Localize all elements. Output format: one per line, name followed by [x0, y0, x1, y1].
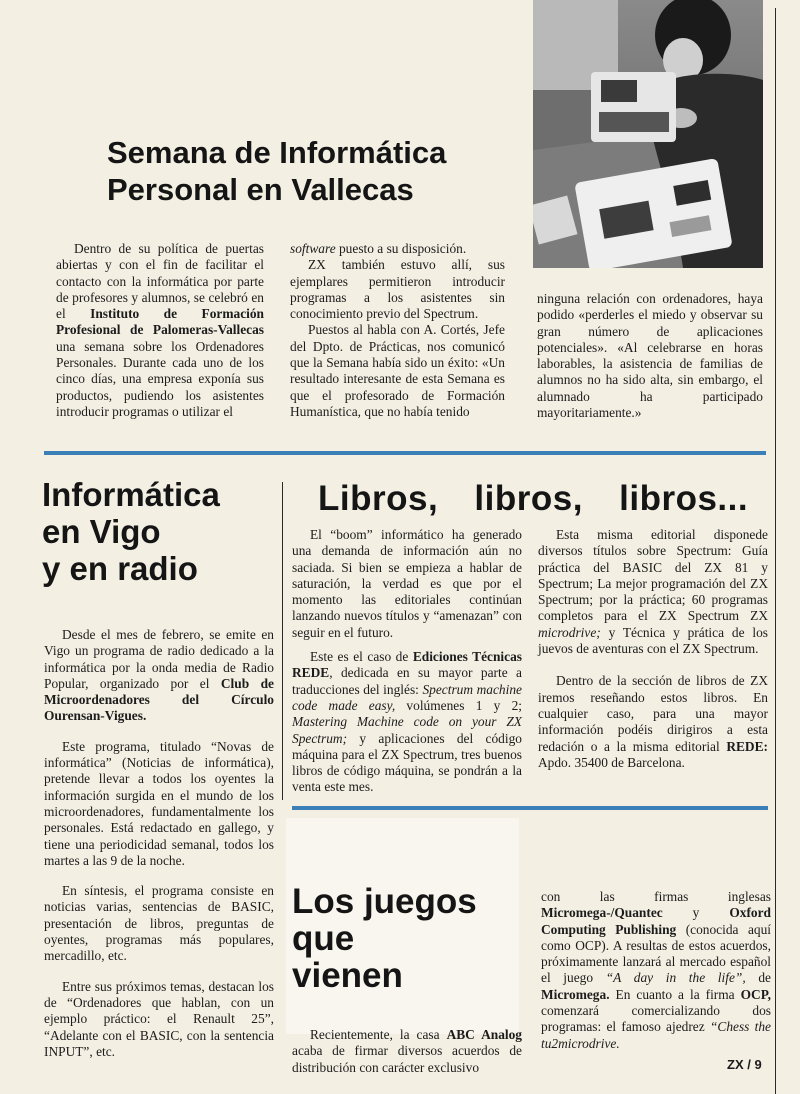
article1-title [107, 134, 527, 208]
micromega: Micromega. [541, 986, 610, 1002]
article4-col2 [541, 889, 771, 1052]
chess-title: “Chess the tu2microdrive. [541, 1019, 771, 1051]
article1-col1-text-a: Dentro de su política de puertas abiertas y con el fin de facilitar el contacto con la informática por parte de profesores y alumnos, se celebró en el [56, 241, 264, 322]
page-number: ZX / 9 [727, 1057, 762, 1072]
article1-col2-p2: ZX también estuvo allí, sus ejemplares permitieron introducir programas a los asistentes sin conocimiento previo del Spectrum. [290, 257, 505, 322]
article4-title-line1: Los juegos [292, 882, 477, 921]
article4-col2-a: con las firmas inglesas [541, 889, 771, 904]
article4-title-line3: vienen [292, 956, 403, 995]
photo-students-computers [533, 0, 763, 268]
article1-col2-p1 [290, 241, 505, 257]
microdrive-word: microdrive; [538, 624, 601, 640]
article1-title-line1: Semana de Informática [107, 135, 447, 170]
ocp: OCP, [740, 986, 771, 1002]
article1-col1-text-c: una semana sobre los Ordenadores Personales. Durante cada uno de los cinco días, una empresa exponía sus productos, pudiendo los asistentes introducir programas o utilizar el [56, 338, 264, 419]
article3-col2-p2-a: Dentro de la sección de libros de ZX iremos reseñando estos libros. En cualquier caso, para una mayor información podéis dirigiros a esta redación o a la misma editorial [538, 673, 768, 754]
photo-illustration [533, 0, 763, 268]
article3-col2-p2 [538, 673, 768, 771]
divider-rule-top [44, 451, 766, 455]
micromega-quantec: Micromega-/Quantec [541, 905, 663, 921]
article2-p2: Este programa, titulado “Novas de informática” (Noticias de informática), pretende llevar a todos los oyentes la información surgida en el mundo de los microordenadores, fundamentalmente los personales. Está redactado en gallego, y tiene una periodicidad semanal, todos los martes a las 9 de la noche. [44, 738, 274, 868]
game-title: “A day in the life”, [605, 970, 746, 986]
article2-title-line2: en Vigo [42, 513, 161, 550]
article1-col3: ninguna relación con ordenadores, haya podido «perderles el miedo y observar su gran número de aplicaciones potenciales». «Al celebrarse en horas laborables, la asistencia de familias de alumnos no ha sido alta, sin embargo, el alumnado ha participado mayoritariamente.» [537, 291, 763, 421]
publisher-name: Ediciones Técnicas REDE [292, 649, 522, 681]
article3-col2-p1 [538, 527, 768, 657]
article2-title [42, 476, 282, 587]
article3-p2-g: y aplicaciones del código máquina para el ZX Spectrum, tres buenos libros de código máquina, se pondrán a la venta este mes. [292, 730, 522, 795]
rede-bold: REDE: [726, 738, 768, 754]
article2-p4: Entre sus próximos temas, destacan los de “Ordenadores que hablan, con un ejemplo práctico: el Renault 25”, “Adelante con el BASIC, con la sentencia INPUT”, etc. [44, 978, 274, 1059]
article3-p2-a: Este es el caso de [310, 649, 413, 665]
article4-col1-c: acaba de firmar diversos acuerdos de distribución con carácter exclusivo [292, 1043, 522, 1075]
article4-col2-c: y [662, 905, 730, 921]
book-title-1: Spectrum machine code made easy, [292, 681, 522, 713]
article2-p1 [44, 627, 274, 725]
book-title-2: Mastering Machine code on your ZX Spectrum; [292, 714, 522, 746]
article2-title-line3: y en radio [42, 550, 198, 587]
article4-col1 [292, 1027, 522, 1076]
right-margin-line [775, 8, 776, 1094]
article3-p2-e: volúmenes 1 y 2; [395, 697, 522, 713]
article4-title [292, 883, 522, 994]
article2-body [44, 627, 274, 1060]
article1-col2-p1-rest: puesto a su disposición. [335, 241, 467, 256]
article3-col1-p2 [292, 649, 522, 796]
article3-col2-p2-c: Apdo. 35400 de Barcelona. [538, 754, 685, 770]
club-name: Club de Microordenadores del Círculo Ourensan-Vigues. [44, 675, 274, 724]
article4-col2-g: de [745, 970, 771, 986]
article1-col2 [290, 241, 505, 420]
article4-col2-k: comenzará comercializando dos programas: el famoso ajedrez [541, 1003, 771, 1035]
article3-col1-p1: El “boom” informático ha generado una demanda de información aún no saciada. Si bien se empieza a hablar de saturación, la verdad es que por el momento las editoriales continúan lanzando nuevos títulos y “amenazan” con seguir en el futuro. [292, 527, 522, 640]
article3-col2 [538, 527, 768, 771]
article1-title-line2: Personal en Vallecas [107, 172, 414, 207]
article1-col1 [56, 241, 264, 420]
article4-col2-i: En cuanto a la firma [609, 986, 741, 1002]
article1-col2-p3: Puestos al habla con A. Cortés, Jefe del Dpto. de Prácticas, nos comunicó que la Semana había sido un éxito: «Un resultado interesante de esta Semana es que el profesorado de Formación Humanística, que no había tenido [290, 322, 505, 419]
article4-title-line2: que [292, 919, 355, 958]
article4-col2-e: (conocida aquí como OCP). A resultas de estos acuerdos, próximamente lanzará al mercado español el juego [541, 921, 771, 986]
article3-title: Libros, libros, libros... [318, 479, 749, 518]
article2-title-line1: Informática [42, 476, 220, 513]
article2-p3: En síntesis, el programa consiste en noticias varias, sentencias de BASIC, presentación de libros, preguntas de oyentes, programas más populares, mercadillo, etc. [44, 883, 274, 964]
oxford-computing: Oxford Computing Publishing [541, 905, 771, 937]
article2-p1-text: Desde el mes de febrero, se emite en Vigo un programa de radio dedicado a la informática por la onda media de Radio Popular, organizado por el [44, 627, 274, 691]
institute-name: Instituto de Formación Profesional de Palomeras-Vallecas [56, 306, 265, 338]
column-separator [282, 482, 283, 800]
article3-col2-p1-c: y Técnica y prática de los juevos de aventuras con el ZX Spectrum. [538, 624, 768, 657]
article3-col1 [292, 527, 522, 796]
divider-rule-mid [292, 806, 768, 810]
software-word: software [290, 241, 336, 256]
abc-analog: ABC Analog [446, 1027, 522, 1042]
article3-col2-p1-a: Esta misma editorial disponede diversos títulos sobre Spectrum: Guía práctica del BASIC del ZX 81 y Spectrum; La mejor programación del ZX Spectrum; por la práctica; 60 programas completos para el ZX Spectrum ZX [538, 527, 768, 624]
article3-p2-c: , dedicada en su mayor parte a traducciones del inglés: [292, 665, 522, 697]
article4-col1-a: Recientemente, la casa [310, 1027, 447, 1042]
